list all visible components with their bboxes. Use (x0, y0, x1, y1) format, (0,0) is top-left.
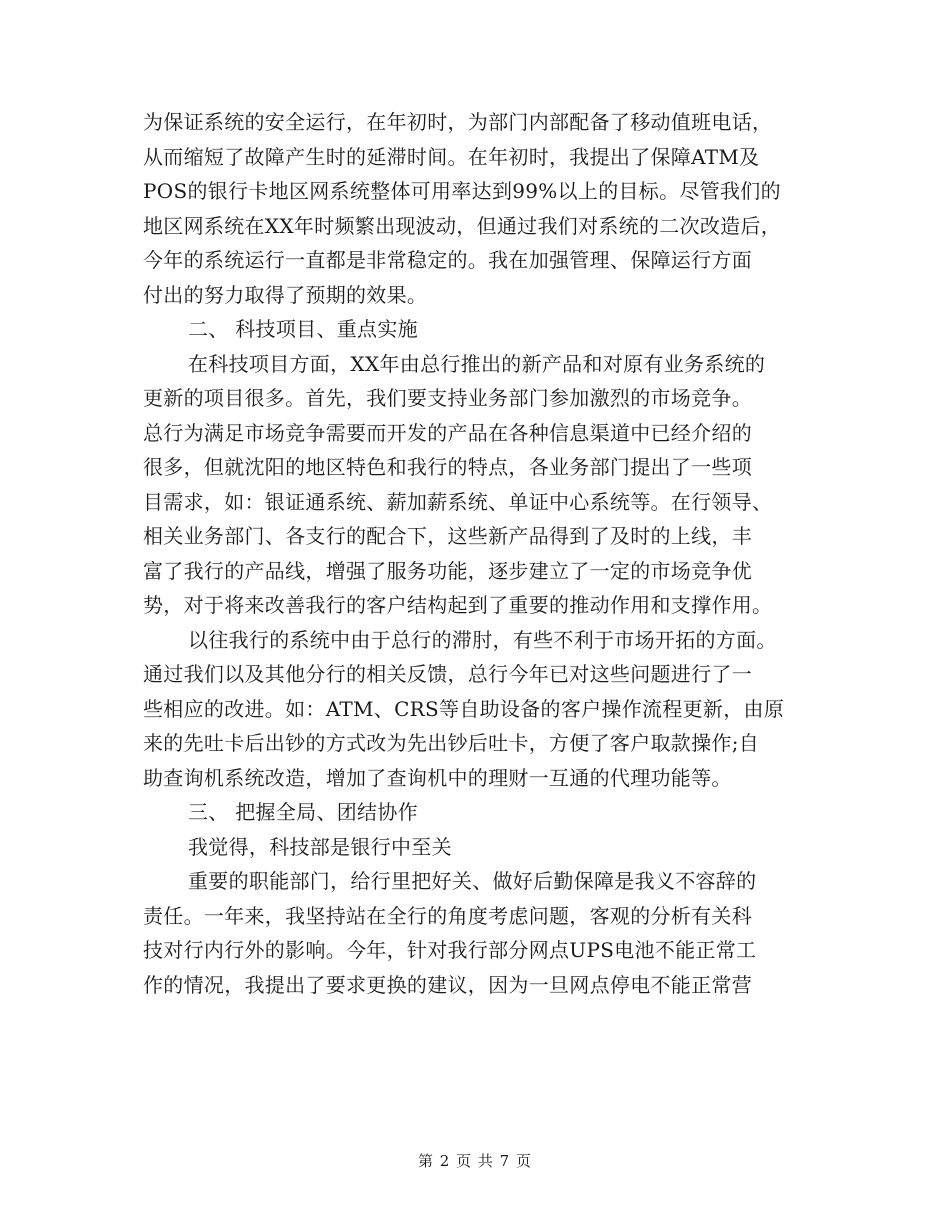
text-line: 总行为满足市场竞争需要而开发的产品在各种信息渠道中已经介绍的 (143, 420, 752, 445)
text-line: 更新的项目很多。首先，我们要支持业务部门参加激烈的市场竞争。 (143, 386, 752, 410)
text-line: 重要的职能部门，给行里把好关、做好后勤保障是我义不容辞的 (188, 869, 757, 893)
text-line: 富了我行的产品线，增强了服务功能，逐步建立了一定的市场竞争优 (143, 558, 752, 583)
text-line: 很多，但就沈阳的地区特色和我行的特点，各业务部门提出了一些项 (143, 455, 752, 479)
body-text (143, 105, 823, 1002)
text-line: 助查询机系统改造，增加了查询机中的理财一互通的代理功能等。 (143, 765, 732, 790)
text-line: 从而缩短了故障产生时的延滞时间。在年初时，我提出了保障ATM及 (143, 144, 760, 169)
text-line: 责任。一年来，我坚持站在全行的角度考虑问题，客观的分析有关科 (143, 903, 752, 928)
text-line: 在科技项目方面，XX年由总行推出的新产品和对原有业务系统的 (188, 351, 766, 376)
text-line: 来的先吐卡后出钞的方式改为先出钞后吐卡，方便了客户取款操作;自 (143, 731, 760, 755)
text-line: 技对行内行外的影响。今年，针对我行部分网点UPS电池不能正常工 (143, 938, 757, 962)
text-line: 通过我们以及其他分行的相关反馈，总行今年已对这些问题进行了一 (143, 662, 752, 686)
section-heading: 二、 科技项目、重点实施 (188, 317, 418, 341)
page-number-label: 第 2 页 共 7 页 (418, 1152, 532, 1170)
text-line: 地区网系统在XX年时频繁出现波动，但通过我们对系统的二次改造后， (143, 213, 782, 238)
text-line: 我觉得，科技部是银行中至关 (188, 834, 452, 859)
page-footer (0, 1150, 950, 1171)
text-line: 些相应的改进。如：ATM、CRS等自助设备的客户操作流程更新，由原 (143, 696, 785, 721)
text-line: 相关业务部门、各支行的配合下，这些新产品得到了及时的上线，丰 (143, 524, 752, 548)
text-line: 势，对于将来改善我行的客户结构起到了重要的推动作用和支撑作用。 (143, 593, 773, 617)
section-heading: 三、 把握全局、团结协作 (188, 800, 418, 824)
text-line: 目需求，如：银证通系统、薪加薪系统、单证中心系统等。在行领导、 (143, 489, 773, 514)
text-line: 今年的系统运行一直都是非常稳定的。我在加强管理、保障运行方面 (143, 248, 752, 272)
text-line: 为保证系统的安全运行，在年初时，为部门内部配备了移动值班电话， (143, 110, 773, 134)
text-line: 作的情况，我提出了要求更换的建议，因为一旦网点停电不能正常营 (143, 972, 752, 997)
text-line: 付出的努力取得了预期的效果。 (143, 282, 428, 307)
text-line: 以往我行的系统中由于总行的滞肘，有些不利于市场开拓的方面。 (188, 627, 777, 652)
text-line: POS的银行卡地区网系统整体可用率达到99%以上的目标。尽管我们的 (143, 179, 781, 203)
